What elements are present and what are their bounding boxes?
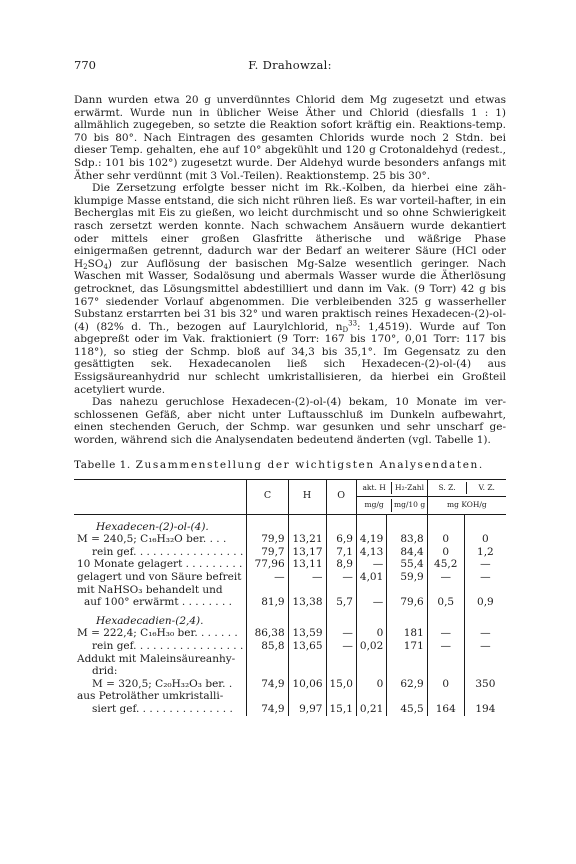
col-header-h2-zahl: H₂-Zahl [391,482,426,495]
cell-c: — [247,571,288,584]
running-header [74,58,506,78]
cell-sz: 0 [427,533,464,546]
col-unit-mg-10g: mg/10 g [391,499,426,512]
col-header-o: O [326,479,356,514]
cell-h2-zahl: 59,9 [387,571,427,584]
col-unit-mg-g: mg/g [364,500,384,510]
cell-akt-h: 0,02 [356,640,386,653]
col-header-akt-h: akt. H [362,482,386,492]
table-title: Zusammenstellung der wichtigsten Analysendaten. [135,458,484,471]
cell-h2-zahl: 181 [387,627,427,640]
page [74,58,506,716]
table-row: M = 320,5; C₂₀H₃₂O₃ ber. . 74,9 10,06 15,0 0 62,9 0 350 [74,678,506,691]
table-row: drid: [74,665,506,678]
cell-vz: — [464,627,506,640]
paragraph-3: Das nahezu geruchlose Hexadecen-(2)-ol-(4) bekam, 10 Monate im ver-schlossenen Gefäß, aber nicht unter Luftausschluß im Dunkeln aufbewahrt, einen stechenden Geruch, der Schmp. war gesunken und sehr unscharf ge-worden, während sich die Analysendaten bedeutend änderten (vgl. Tabelle 1). [74,396,506,447]
cell-h2-zahl: 55,4 [387,558,427,571]
cell-h2-zahl: 45,5 [387,703,427,716]
table-row: 10 Monate gelagert . . . . . . . . . 77,96 13,11 8,9 — 55,4 45,2 — [74,558,506,571]
table-row: M = 222,4; C₁₆H₃₀ ber. . . . . . . 86,38 13,59 — 0 181 — — [74,627,506,640]
cell-c: 74,9 [247,678,288,691]
table-row: gelagert und von Säure befreit — — — 4,01 59,9 — — [74,571,506,584]
cell-sz: 164 [427,703,464,716]
cell-vz: — [464,558,506,571]
cell-c: 86,38 [247,627,288,640]
running-author: F. Drahowzal: [248,58,332,72]
cell-sz: 0 [427,546,464,559]
cell-akt-h: 4,13 [356,546,386,559]
table-row: aus Petroläther umkristalli- [74,690,506,703]
cell-o: 5,7 [326,596,356,609]
cell-o: — [326,640,356,653]
cell-akt-h: 0 [356,627,386,640]
cell-sz: 45,2 [427,558,464,571]
cell-h: 13,59 [288,627,326,640]
cell-sz: 0,5 [427,596,464,609]
section-row: Hexadecen-(2)-ol-(4). [74,514,506,533]
table-row: M = 240,5; C₁₆H₃₂O ber. . . . 79,9 13,21 6,9 4,19 83,8 0 0 [74,533,506,546]
col-header-vz: V. Z. [466,482,506,495]
cell-akt-h: 0,21 [356,703,386,716]
cell-sz: — [427,571,464,584]
cell-h: 13,17 [288,546,326,559]
col-header-sz-vz [427,479,506,514]
table-caption [74,459,506,471]
col-header-h: H [288,479,326,514]
cell-o: 8,9 [326,558,356,571]
cell-vz: — [464,571,506,584]
table-label: Tabelle 1. [74,458,131,471]
cell-h: — [288,571,326,584]
cell-sz: 0 [427,678,464,691]
cell-vz: 0 [464,533,506,546]
table-header-row [74,479,506,514]
cell-h2-zahl: 79,6 [387,596,427,609]
cell-o: 15,0 [326,678,356,691]
cell-c: 81,9 [247,596,288,609]
cell-c: 79,7 [247,546,288,559]
table-row: rein gef. . . . . . . . . . . . . . . . . 85,8 13,65 — 0,02 171 — — [74,640,506,653]
cell-c: 77,96 [247,558,288,571]
cell-c: 79,9 [247,533,288,546]
cell-akt-h: — [356,558,386,571]
cell-vz: 1,2 [464,546,506,559]
cell-h2-zahl: 84,4 [387,546,427,559]
col-header-c: C [247,479,288,514]
cell-c: 85,8 [247,640,288,653]
cell-akt-h: 0 [356,678,386,691]
paragraph-1: Dann wurden etwa 20 g unverdünntes Chlorid dem Mg zugesetzt und etwas erwärmt. Wurde nun in üblicher Weise Äther und Chlorid (diesfalls 1 : 1) allmählich zugegeben, so setzte die Reaktion sofort kräftig ein. Reaktions-temp. 70 bis 80°. Nach Eintragen des gesamten Chlorids wurde noch 2 Stdn. bei dieser Temp. gehalten, ehe auf 10° abgekühlt und 120 g Crotonaldehyd (redest., Sdp.: 101 bis 102°) zugesetzt wurde. Der Aldehyd wurde besonders anfangs mit Äther sehr verdünnt (mit 3 Vol.-Teilen). Reaktionstemp. 25 bis 30°. [74,94,506,182]
section-row: Hexadecadien-(2,4). [74,609,506,628]
cell-o: — [326,571,356,584]
cell-h: 13,65 [288,640,326,653]
cell-vz: 194 [464,703,506,716]
cell-h2-zahl: 171 [387,640,427,653]
paragraph-2: Die Zersetzung erfolgte besser nicht im Rk.-Kolben, da hierbei eine zäh-klumpige Masse entstand, die sich nicht rühren ließ. Es war vorteil-hafter, in ein Becherglas mit Eis zu gießen, wo leicht durchmischt und so ohne Schwierigkeit rasch zersetzt werden konnte. Nach schwachem Ansäuern wurde dekantiert oder mittels einer großen Glasfritte ätherische und wäßrige Phase einigermaßen getrennt, dadurch war der Bedarf an weiterer Säure (HCl oder $H_2SO_4$) zur Auflösung der basischen Mg-Salze wesentlich geringer. Nach Waschen mit Wasser, Sodalösung und abermals Wasser wurde die Ätherlösung getrocknet, das Lösungsmittel abdestilliert und dann im Vak. (9 Torr) 42 g bis 167° siedender Vorlauf abgenommen. Die verbleibenden 325 g wasserheller Substanz erstarrten bei 31 bis 32° und waren praktisch reines Hexadecen-(2)-ol-(4) (82% d. Th., bezogen auf Laurylchlorid, $n_D^{33}$: 1,4519). Wurde auf Ton abgepreßt oder im Vak. fraktioniert (9 Torr: 167 bis 170°, 0,01 Torr: 117 bis 118°), so stieg der Schmp. bloß auf 34,3 bis 35,1°. Im Gegensatz zu den gesättigten sek. Hexadecanolen ließ sich Hexadecen-(2)-ol-(4) aus Essigsäureanhydrid nur schlecht umkristallisieren, da hierbei ein Großteil acetyliert wurde. [74,182,506,396]
cell-vz: 0,9 [464,596,506,609]
cell-h: 13,11 [288,558,326,571]
table-row: siert gef. . . . . . . . . . . . . . . 74,9 9,97 15,1 0,21 45,5 164 194 [74,703,506,716]
cell-sz: — [427,627,464,640]
cell-vz: 350 [464,678,506,691]
col-header-sz: S. Z. [438,482,456,492]
col-unit-mg-koh: mg KOH/g [447,500,487,510]
cell-o: 6,9 [326,533,356,546]
cell-o: 7,1 [326,546,356,559]
cell-vz: — [464,640,506,653]
cell-h2-zahl: 62,9 [387,678,427,691]
analysis-table [74,479,506,716]
table-row: auf 100° erwärmt . . . . . . . . 81,9 13,38 5,7 — 79,6 0,5 0,9 [74,596,506,609]
cell-akt-h: — [356,596,386,609]
cell-o: — [326,627,356,640]
cell-o: 15,1 [326,703,356,716]
table-row: rein gef. . . . . . . . . . . . . . . . . 79,7 13,17 7,1 4,13 84,4 0 1,2 [74,546,506,559]
cell-akt-h: 4,01 [356,571,386,584]
cell-h: 9,97 [288,703,326,716]
col-header-akt-h2 [356,479,427,514]
page-number: 770 [74,58,96,72]
cell-h: 10,06 [288,678,326,691]
cell-h2-zahl: 83,8 [387,533,427,546]
cell-sz: — [427,640,464,653]
table-row: mit NaHSO₃ behandelt und [74,584,506,597]
table-row: Addukt mit Maleinsäureanhy- [74,653,506,666]
cell-h: 13,38 [288,596,326,609]
cell-akt-h: 4,19 [356,533,386,546]
cell-c: 74,9 [247,703,288,716]
cell-h: 13,21 [288,533,326,546]
